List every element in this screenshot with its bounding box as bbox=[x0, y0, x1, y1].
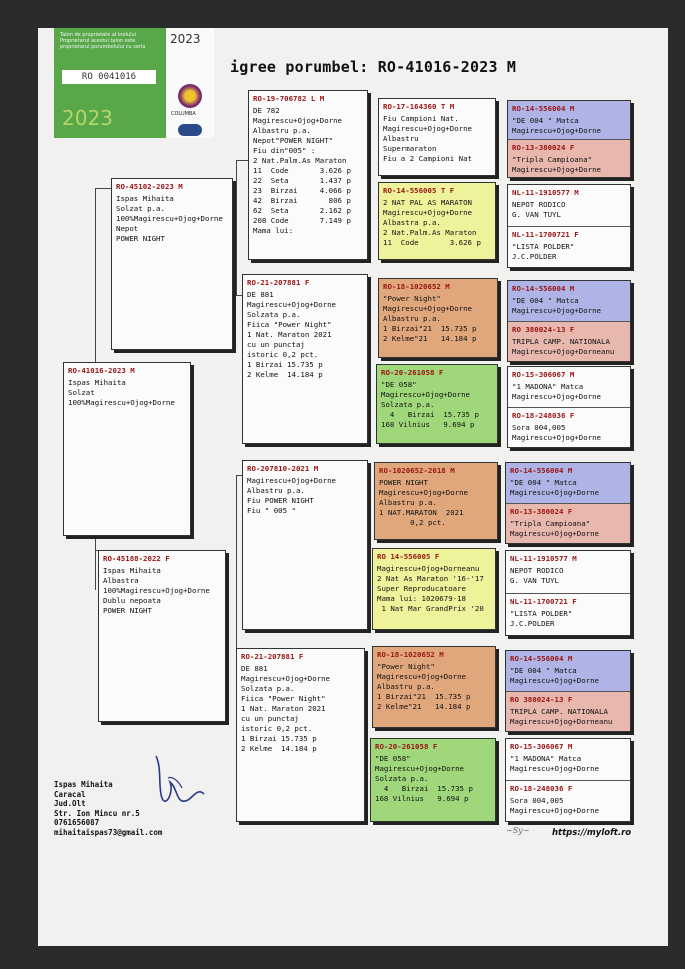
pigeon-details: "1 MADONA" Matca Magirescu+Ojog+Dorne bbox=[510, 754, 599, 773]
ring-number: RO 380024-13 F bbox=[510, 695, 573, 704]
ring-number: RO-19-706782 L M bbox=[253, 94, 325, 103]
pigeon-details: "1 MADONA" Matca Magirescu+Ojog+Dorne bbox=[512, 382, 601, 401]
pigeon-details: DE 881 Magirescu+Ojog+Dorne Solzata p.a. Fiica "Power Night" 1 Nat. Maraton 2021 cu un punctaj istoric 0,2 pct. 1 Birzai 15.735 p 2 Kelme 14.184 p bbox=[247, 290, 336, 379]
pigeon-card-gen3 bbox=[376, 364, 498, 444]
pigeon-card-gen3 bbox=[378, 98, 496, 176]
connector-line bbox=[95, 535, 96, 590]
connector-line bbox=[95, 188, 111, 189]
pigeon-card-gen4-pair bbox=[507, 280, 631, 362]
pigeon-card-gen3 bbox=[370, 738, 496, 822]
pigeon-card-gen4-pair bbox=[507, 100, 631, 178]
ring-number: RO-207810-2021 M bbox=[247, 464, 319, 473]
pigeon-card-gen3 bbox=[378, 278, 498, 358]
ring-code: RO 0041016 bbox=[62, 70, 156, 84]
pigeon-details: NEPOT RODICO G. VAN TUYL bbox=[510, 566, 564, 585]
pigeon-details: Ispas Mihaita Solzat 100%Magirescu+Ojog+Dorne bbox=[68, 378, 175, 407]
pigeon-details: Sora 004,005 Magirescu+Ojog+Dorne bbox=[510, 796, 599, 815]
pigeon-details: "Tripla Campioana" Magirescu+Ojog+Dorne bbox=[512, 155, 601, 174]
ring-number: RO-18-1020652 M bbox=[383, 282, 450, 291]
pigeon-card-sire-dam bbox=[242, 274, 368, 444]
ring-number: RO-14-556004 M bbox=[512, 104, 575, 113]
pigeon-details: "DE 058" Magirescu+Ojog+Dorne Solzata p.a. 4 Birzai 15.735 p 168 Vilnius 9.694 p bbox=[375, 754, 473, 803]
ring-number: RO-20-261058 F bbox=[375, 742, 438, 751]
pigeon-card-sire-sire bbox=[248, 90, 368, 260]
ring-number: RO 380024-13 F bbox=[512, 325, 575, 334]
ring-number: RO-1020652-2018 M bbox=[379, 466, 455, 475]
ring-number: NL-11-1910577 M bbox=[510, 554, 577, 563]
ring-number: RO-20-261058 F bbox=[381, 368, 444, 377]
page-title: igree porumbel: RO-41016-2023 M bbox=[230, 58, 517, 76]
footer-signature-icon: ~Sy~ bbox=[506, 826, 530, 835]
ring-number: RO-14-556004 M bbox=[510, 654, 573, 663]
connector-line bbox=[95, 188, 96, 363]
pigeon-details: TRIPLA CAMP. NATIONALA Magirescu+Ojog+Dorneanu bbox=[510, 707, 613, 726]
ticket-small-text: Talon de proprietate al inelului Proprietarul acestui talon este proprietarul porumbelului cu seria bbox=[60, 32, 146, 50]
ring-ownership-ticket bbox=[54, 28, 214, 138]
ring-number: RO-13-380024 F bbox=[512, 143, 575, 152]
pigeon-details: NEPOT RODICO G. VAN TUYL bbox=[512, 200, 566, 219]
ring-number: RO-21-207881 F bbox=[241, 652, 304, 661]
pigeon-details: "DE 004 " Matca Magirescu+Ojog+Dorne bbox=[510, 478, 599, 497]
pigeon-card-gen3 bbox=[378, 182, 496, 260]
pigeon-card-subject bbox=[63, 362, 191, 536]
pigeon-card-gen4-pair bbox=[505, 650, 631, 732]
ticket-year-top: 2023 bbox=[170, 32, 201, 46]
pigeon-details: POWER NIGHT Magirescu+Ojog+Dorne Albastru p.a. 1 NAT.MARATON 2021 0,2 pct. bbox=[379, 478, 468, 527]
pigeon-card-gen3 bbox=[372, 548, 496, 630]
pigeon-details: DE 881 Magirescu+Ojog+Dorne Solzata p.a. Fiica "Power Night" 1 Nat. Maraton 2021 cu un punctaj istoric 0,2 pct. 1 Birzai 15.735 p 2 Kelme 14.184 p bbox=[241, 664, 330, 753]
pigeon-card-gen3 bbox=[374, 462, 498, 540]
pigeon-details: "Power Night" Magirescu+Ojog+Dorne Albastru p.a. 1 Birzai"21 15.735 p 2 Kelme"21 14.184 p bbox=[383, 294, 477, 343]
pigeon-details: Ispas Mihaita Albastra 100%Magirescu+Ojog+Dorne Dublu nepoata POWER NIGHT bbox=[103, 566, 210, 615]
ring-number: RO-21-207881 F bbox=[247, 278, 310, 287]
columba-logo-icon bbox=[178, 84, 202, 108]
ring-number: NL-11-1910577 M bbox=[512, 188, 579, 197]
ring-number: RO-15-306067 M bbox=[510, 742, 573, 751]
pigeon-details: "LISTA POLDER" J.C.POLDER bbox=[512, 242, 575, 261]
breeder-contact: Ispas Mihaita Caracal Jud.Olt Str. Ion Mincu nr.5 0761656087 mihaitaispas73@gmail.com bbox=[54, 780, 163, 837]
pigeon-card-gen4-pair bbox=[507, 184, 631, 268]
pigeon-details: 2 NAT PAL AS MARATON Magirescu+Ojog+Dorne Albastra p.a. 2 Nat.Palm.As Maraton 11 Code 3.626 p bbox=[383, 198, 481, 247]
pigeon-card-gen4-pair bbox=[505, 550, 631, 636]
connector-line bbox=[236, 160, 248, 161]
ring-number: RO-18-248036 F bbox=[510, 784, 573, 793]
pigeon-card-dam bbox=[98, 550, 226, 722]
ring-number: RO-45102-2023 M bbox=[116, 182, 183, 191]
ring-number: NL-11-1700721 F bbox=[510, 597, 577, 606]
pigeon-card-gen3 bbox=[372, 646, 496, 728]
pigeon-details: DE 782 Magirescu+Ojog+Dorne Albastru p.a. Nepot"POWER NIGHT" Fiu din"005" : 2 Nat.Palm.As Maraton 11 Code 3.626 p 22 Seta 1.437 p 23 Birzai 4.066 p 42 Birzai 806 p 62 Seta 2.162 p 208 Code 7.149 p Mama lui: bbox=[253, 106, 351, 235]
bicycle-logo-icon bbox=[178, 124, 202, 136]
ring-number: RO-13-380024 F bbox=[510, 507, 573, 516]
ring-number: RO 14-556005 F bbox=[377, 552, 440, 561]
pigeon-card-sire bbox=[111, 178, 233, 350]
ring-number: RO-14-556005 T F bbox=[383, 186, 455, 195]
pigeon-card-dam-sire bbox=[242, 460, 368, 630]
pigeon-details: "Power Night" Magirescu+Ojog+Dorne Albastru p.a. 1 Birzai"21 15.735 p 2 Kelme"21 14.184 p bbox=[377, 662, 471, 711]
pigeon-details: Magirescu+Ojog+Dorne Albastru p.a. Fiu POWER NIGHT Fiu " 005 " bbox=[247, 476, 336, 515]
pigeon-details: "LISTA POLDER" J.C.POLDER bbox=[510, 609, 573, 628]
footer-link[interactable]: https://myloft.ro bbox=[552, 828, 632, 838]
ring-number: RO-18-1020652 M bbox=[377, 650, 444, 659]
ring-number: RO-14-556004 M bbox=[510, 466, 573, 475]
ring-number: RO-17-164360 T M bbox=[383, 102, 455, 111]
logo-label: COLUMBA bbox=[171, 111, 196, 117]
pigeon-card-gen4-pair bbox=[505, 738, 631, 822]
ticket-year-bottom: 2023 bbox=[62, 106, 113, 130]
connector-line bbox=[236, 160, 237, 295]
ring-number: NL-11-1700721 F bbox=[512, 230, 579, 239]
pigeon-details: "DE 004 " Matca Magirescu+Ojog+Dorne bbox=[510, 666, 599, 685]
ring-number: RO-14-556004 M bbox=[512, 284, 575, 293]
ring-number: RO-18-248036 F bbox=[512, 411, 575, 420]
ring-number: RO-15-306067 M bbox=[512, 370, 575, 379]
pigeon-details: Sora 004,005 Magirescu+Ojog+Dorne bbox=[512, 423, 601, 442]
ring-number: RO-45188-2022 F bbox=[103, 554, 170, 563]
pigeon-card-dam-dam bbox=[236, 648, 365, 822]
ring-number: RO-41016-2023 M bbox=[68, 366, 135, 375]
pigeon-card-gen4-pair bbox=[505, 462, 631, 544]
pigeon-details: Fiu Campioni Nat. Magirescu+Ojog+Dorne Albastru Supermaraton Fiu a 2 Campioni Nat bbox=[383, 114, 472, 163]
pigeon-details: "Tripla Campioana" Magirescu+Ojog+Dorne bbox=[510, 519, 599, 538]
pigeon-details: "DE 058" Magirescu+Ojog+Dorne Solzata p.a. 4 Birzai 15.735 p 168 Vilnius 9.694 p bbox=[381, 380, 479, 429]
pigeon-details: TRIPLA CAMP. NATIONALA Magirescu+Ojog+Dorneanu bbox=[512, 337, 615, 356]
pigeon-details: "DE 004 " Matca Magirescu+Ojog+Dorne bbox=[512, 116, 601, 135]
pigeon-details: Magirescu+Ojog+Dorneanu 2 Nat As Maraton '16-'17 Super Reproducatoare Mama lui: 1020679-18 1 Nat Mar GrandPrix '20 bbox=[377, 564, 484, 613]
pigeon-details: "DE 004 " Matca Magirescu+Ojog+Dorne bbox=[512, 296, 601, 315]
pigeon-details: Ispas Mihaita Solzat p.a. 100%Magirescu+Ojog+Dorne Nepot POWER NIGHT bbox=[116, 194, 223, 243]
pigeon-card-gen4-pair bbox=[507, 366, 631, 448]
